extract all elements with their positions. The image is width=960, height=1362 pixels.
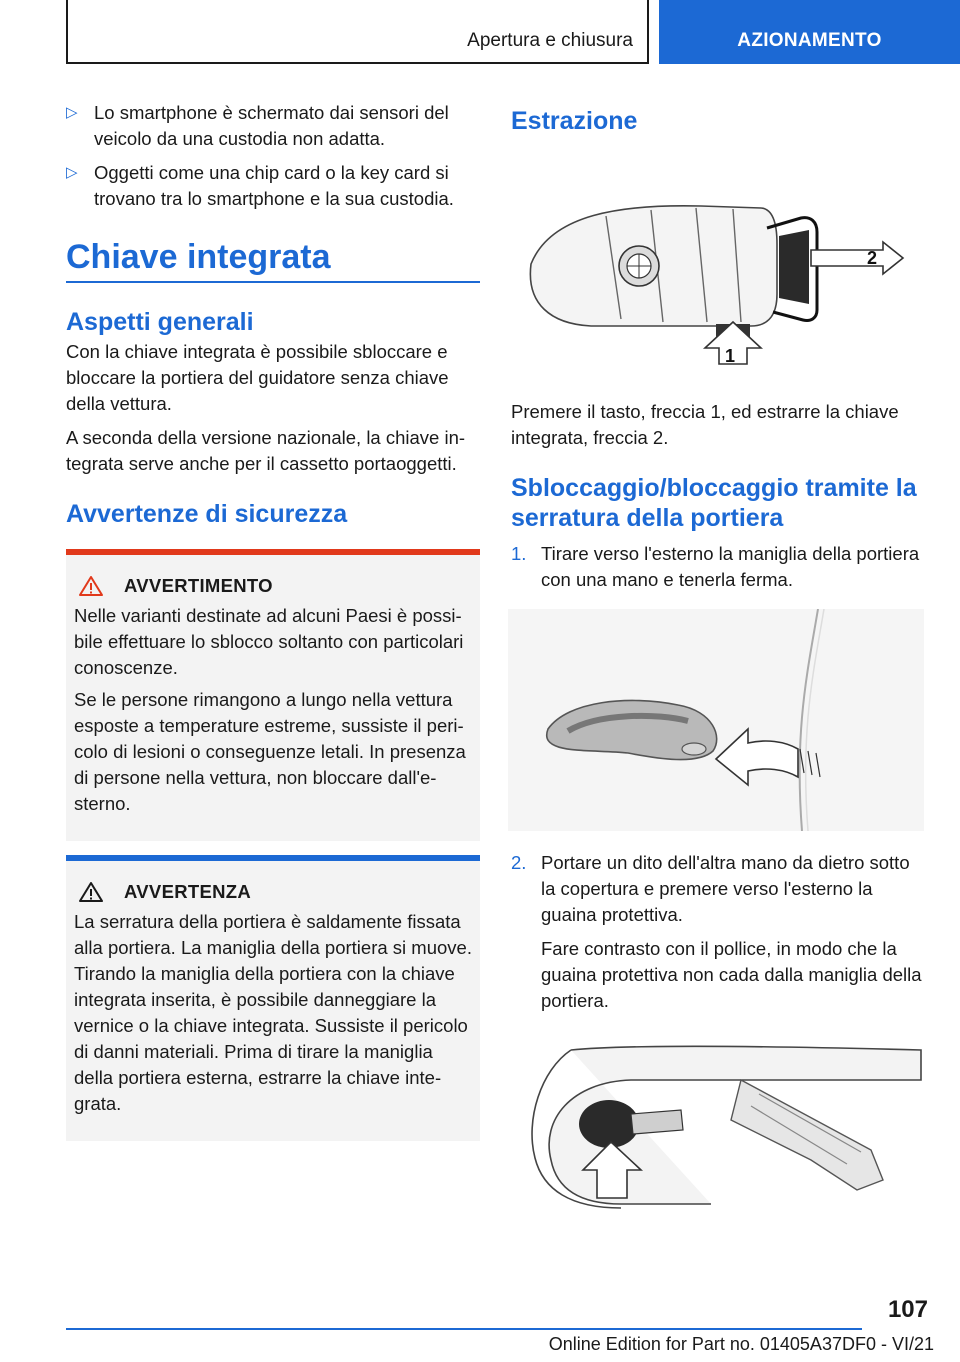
arrow-label-2: 2 <box>867 248 878 268</box>
triangle-right-icon: ▷ <box>66 104 78 121</box>
chapter-tab-label: AZIONAMENTO <box>737 30 882 51</box>
header-frame <box>66 0 649 64</box>
list-item: 1. Tirare verso l'esterno la maniglia della portiera con una mano e tenerla ferma. <box>511 543 920 590</box>
edition-note: Online Edition for Part no. 01405A37DF0 - VI/21 <box>548 1334 934 1354</box>
warning-triangle-icon <box>78 881 104 903</box>
steps-list <box>511 850 927 1014</box>
arrow-label-1: 1 <box>725 346 736 366</box>
page-number: 107 <box>887 1296 928 1323</box>
section-title: Apertura e chiusura <box>467 30 633 51</box>
left-column <box>66 100 480 1141</box>
caution-text: La serratura della portiera è saldamente fissata alla portiera. La maniglia della portiera si muove. Tirando la maniglia della portiera con la chiave integrata inserita, è possibile danneggiare la vernice o la chiave integrata. Sussiste il pericolo di danni materiali. Prima di tirare la maniglia della portiera esterna, estrarre la chiave integrata. <box>74 911 472 1114</box>
bullet-list <box>66 100 480 212</box>
step-number: 1. <box>511 543 527 564</box>
subsection-heading: Aspetti generali <box>66 308 254 336</box>
warning-box <box>66 549 480 841</box>
footer-divider <box>66 1328 862 1330</box>
chapter-tab[interactable] <box>659 0 960 64</box>
warning-text: Nelle varianti destinate ad alcuni Paesi è possibile effettuare lo sblocco soltanto con particolari conoscenze. <box>74 605 464 678</box>
warning-text: Se le persone rimangono a lungo nella vettura esposte a temperature estreme, sussiste il pericolo di lesioni o conseguenze letali. In presenza di persone nella vettura, non bloccare dall'esterno. <box>74 689 466 814</box>
caution-box <box>66 855 480 1141</box>
caution-title: AVVERTENZA <box>124 881 252 902</box>
warning-title: AVVERTIMENTO <box>124 575 273 596</box>
steps-list <box>511 541 927 593</box>
protective-sleeve-illustration <box>511 1040 927 1210</box>
list-item: 2. Portare un dito dell'altra mano da dietro sotto la copertura e premere verso l'esterno la guaina protettiva. Fare contrasto con il pollice, in modo che la guaina protettiva non cada dalla maniglia della portiera. <box>511 852 922 1011</box>
subsection-heading: Sbloccaggio/bloccaggio tramite la serratura della portiera <box>511 474 917 532</box>
warning-triangle-icon <box>78 575 104 597</box>
step-number: 2. <box>511 852 527 873</box>
list-item: ▷ Lo smartphone è schermato dai sensori del veicolo da una custodia non adatta. <box>66 102 449 149</box>
section-heading: Chiave integrata <box>66 238 480 283</box>
door-handle-illustration <box>508 609 924 831</box>
triangle-right-icon: ▷ <box>66 164 78 181</box>
key-fob-illustration <box>511 154 927 374</box>
paragraph: Con la chiave integrata è possibile sbloccare e bloccare la portiera del guidatore senza chiave della vettura. <box>66 341 449 414</box>
paragraph: Premere il tasto, freccia 1, ed estrarre la chiave integrata, freccia 2. <box>511 401 899 448</box>
subsection-heading: Avvertenze di sicurezza <box>66 500 348 528</box>
subsection-heading: Estrazione <box>511 107 638 135</box>
paragraph: A seconda della versione nazionale, la chiave integrata serve anche per il cassetto portaoggetti. <box>66 427 466 474</box>
right-column <box>511 100 927 1215</box>
list-item: ▷ Oggetti come una chip card o la key card si trovano tra lo smartphone e la sua custodia. <box>66 162 454 209</box>
